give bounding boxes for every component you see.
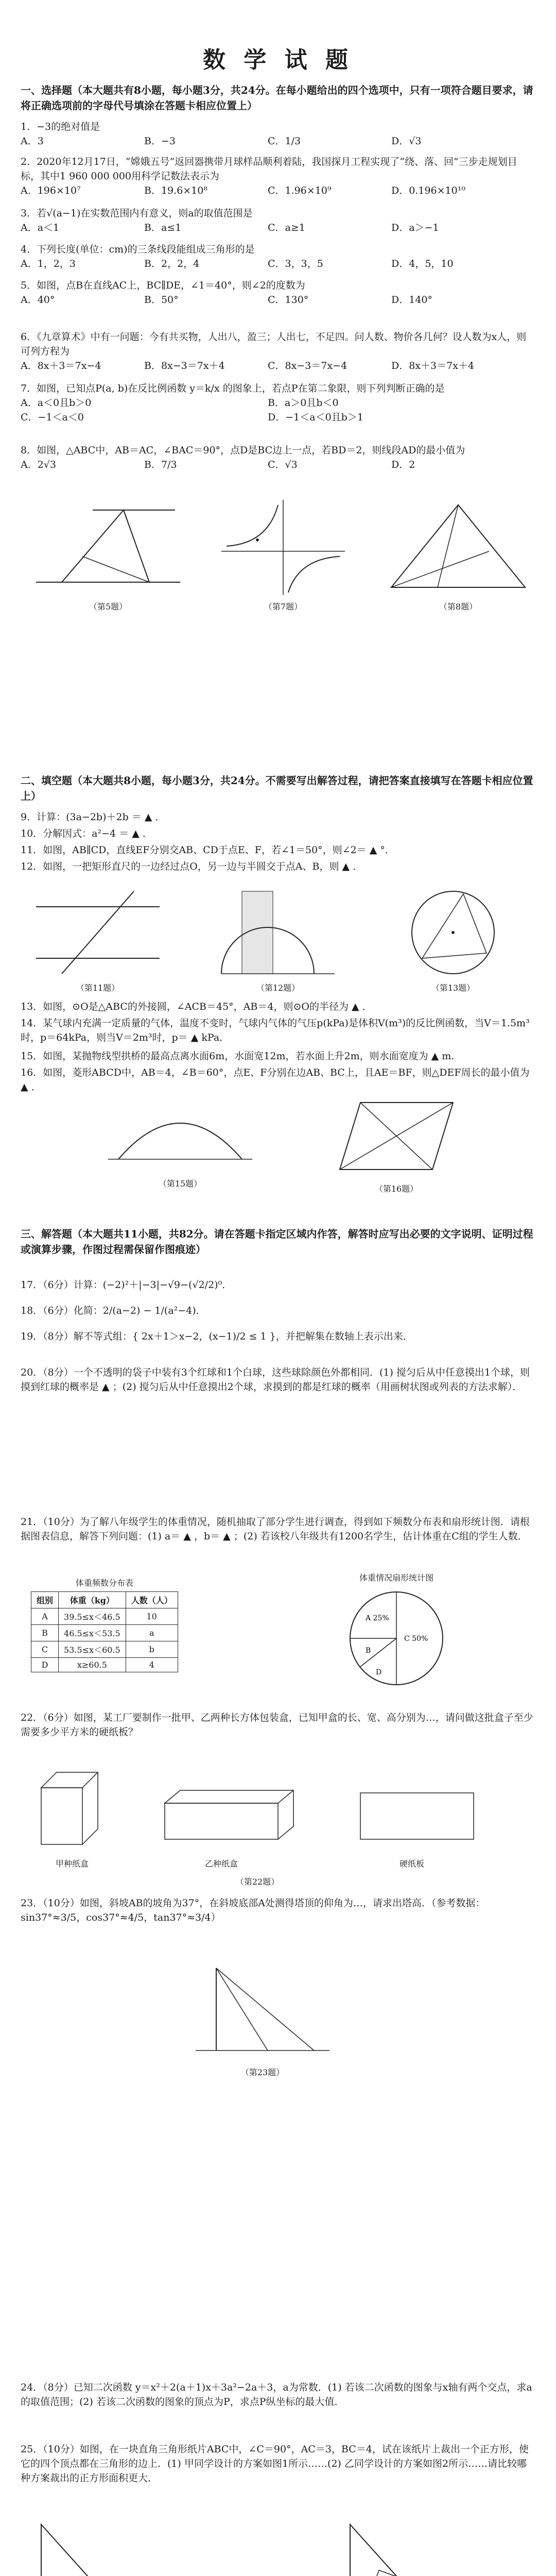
figure-22	[31, 1762, 525, 1855]
question-3	[21, 206, 535, 235]
question-2	[21, 155, 535, 198]
solve-24: 24．（8分）已知二次函数 y＝x²＋2(a＋1)x＋3a²−2a＋3，a为常数．(1) 若该二次函数的图象与x轴有两个交点，求a的取值范围；(2) 若该二次函数的图象的顶点为P，求点P纵坐标的最大值．	[21, 2382, 532, 2408]
box-label-a: 甲种纸盒	[55, 1859, 89, 1869]
question-6	[21, 330, 535, 373]
weight-frequency-table	[31, 1591, 178, 1672]
q7-option-c: C．−1＜a＜0	[21, 412, 84, 423]
figure-12	[211, 886, 345, 979]
q3-stem: 3．若√(a−1)在实数范围内有意义，则a的取值范围是	[21, 208, 253, 219]
q3-option-a: A．a＜1	[21, 222, 60, 233]
table-cell: 39.5≤x＜46.5	[59, 1608, 126, 1625]
q7-option-b: B．a＞0且b＜0	[268, 397, 339, 409]
q8-option-b: B．7/3	[144, 459, 177, 470]
page-title: 数 学 试 题	[203, 47, 353, 73]
section-1-heading: 一、选择题（本大题共有8小题，每小题3分，共24分。在每小题给出的四个选项中，只有一项符合题目要求，请将正确选项前的字母代号填涂在答题卡相应位置上）	[21, 84, 533, 112]
table-row	[31, 1658, 178, 1672]
figure-7	[216, 495, 350, 598]
q6-option-c: C．8x−3＝7x−4	[268, 360, 348, 371]
q3-option-b: B．a≤1	[144, 222, 182, 233]
figure-25-top	[31, 2514, 525, 2576]
solve-20: 20．（8分）一个不透明的袋子中装有3个红球和1个白球，这些球除颜色外都相同．(1) 搅匀后从中任意摸出1个球，则摸到红球的概率是 ▲ ；(2) 搅匀后从中任意摸出2个球，求摸到的都是红球的概率（用画树状图或列表的方法求解）．	[21, 1367, 530, 1393]
q5-option-b: B．50°	[144, 294, 179, 306]
figure-13-caption: （第13题）	[431, 983, 475, 993]
fill-10: 10．分解因式：a²−4 ＝ ▲ ．	[21, 828, 152, 839]
q4-stem: 4．下列长度(单位：cm)的三条线段能组成三角形的是	[21, 244, 255, 255]
q2-option-c: C．1.96×10⁹	[268, 185, 332, 196]
q1-option-b: B．−3	[144, 135, 176, 147]
figure-23-caption: （第23题）	[240, 2067, 285, 2077]
fill-16: 16．如图，菱形ABCD中，AB＝4，∠B＝60°，点E、F分别在边AB、BC上，且AE＝BF，则△DEF周长的最小值为 ▲ ．	[21, 1067, 530, 1093]
q4-option-b: B．2，2，4	[144, 258, 200, 269]
fill-11: 11．如图，AB∥CD，直线EF分别交AB、CD于点E、F，若∠1＝50°，则∠2＝ ▲ °．	[21, 844, 395, 856]
table-cell: a	[126, 1625, 178, 1641]
q4-option-c: C．3，3，5	[268, 258, 323, 269]
solve-22: 22．（6分）如图，某工厂要制作一批甲、乙两种长方体包装盒，已知甲盒的长、宽、高分别为…，请问做这批盒子至少需要多少平方米的硬纸板？	[21, 1712, 533, 1738]
table-cell: D	[31, 1658, 59, 1672]
figure-11-caption: （第11题）	[76, 983, 120, 993]
fill-13: 13．如图，⊙O是△ABC的外接圆，∠ACB＝45°，AB＝4，则⊙O的半径为 ▲ ．	[21, 1001, 372, 1012]
figure-7-caption: （第7题）	[264, 602, 303, 612]
q8-option-a: A．2√3	[21, 459, 57, 470]
q1-option-d: D．√3	[391, 135, 422, 147]
box-label-c: 硬纸板	[399, 1859, 424, 1869]
figure-16	[319, 1092, 474, 1180]
solve-23: 23．（10分）如图，斜坡AB的坡角为37°，在斜坡底部A处测得塔顶的仰角为…，请求出塔高．（参考数据：sin37°≈3/5，cos37°≈4/5，tan37°≈3/4）	[21, 1897, 485, 1923]
q5-option-c: C．130°	[268, 294, 309, 306]
table-cell: x≥60.5	[59, 1658, 126, 1672]
section-3-heading: 三、解答题（本大题共11小题，共82分。请在答题卡指定区域内作答，解答时应写出必要的文字说明、证明过程或演算步骤，作图过程需保留作图痕迹）	[21, 1228, 533, 1256]
q8-option-c: C．√3	[268, 459, 298, 470]
figure-23	[185, 1958, 340, 2061]
question-5	[21, 278, 535, 307]
pie-label-a: A 25%	[366, 1614, 389, 1622]
figure-11	[31, 886, 165, 979]
q7-option-d: D．−1＜a＜0且b＞1	[268, 412, 363, 423]
figure-16-caption: （第16题）	[374, 1184, 419, 1194]
q6-option-b: B．8x−3＝7x＋4	[144, 360, 225, 371]
q5-stem: 5．如图，点B在直线AC上，BC∥DE，∠1＝40°，则∠2的度数为	[21, 280, 305, 291]
pie-label-b: B	[366, 1647, 371, 1655]
question-7	[21, 381, 535, 425]
q1-stem: 1．−3的绝对值是	[21, 121, 100, 132]
table-cell: B	[31, 1625, 59, 1641]
figure-8-caption: （第8题）	[439, 602, 478, 612]
pie-chart-21	[345, 1587, 448, 1690]
q8-option-d: D．2	[391, 459, 415, 470]
figure-13	[396, 886, 510, 979]
figure-12-caption: （第12题）	[256, 983, 300, 993]
table-row	[31, 1641, 178, 1658]
table-cell: 46.5≤x＜53.5	[59, 1625, 126, 1641]
solve-19: 19．（8分）解不等式组：{ 2x＋1＞x−2，(x−1)/2 ≤ 1 }，并把解集在数轴上表示出来．	[21, 1331, 413, 1342]
table-21-wrap	[31, 1577, 178, 1672]
pie-label-d: D	[376, 1668, 382, 1676]
fill-9: 9．计算：(3a−2b)＋2b ＝ ▲ ．	[21, 811, 165, 823]
solve-17: 17．（6分）计算：(−2)²＋|−3|−√9−(√2/2)⁰．	[21, 1279, 232, 1291]
q2-stem: 2．2020年12月17日，“嫦娥五号”返回器携带月球样品顺利着陆，我国探月工程实现了“绕、落、回”三步走规划目标，其中1 960 000 000用科学记数法表示为	[21, 156, 517, 182]
q6-option-a: A．8x＋3＝7x−4	[21, 360, 101, 371]
q5-option-d: D．140°	[391, 294, 432, 306]
table-row	[31, 1625, 178, 1641]
q6-option-d: D．8x＋3＝7x＋4	[391, 360, 475, 371]
table-21-caption: 体重频数分布表	[75, 1578, 133, 1588]
q4-option-d: D．4，5，10	[391, 258, 454, 269]
fill-15: 15．如图，某抛物线型拱桥的最高点离水面6m，水面宽12m，若水面上升2m，则水面宽度为 ▲ m．	[21, 1050, 461, 1062]
q3-option-d: D．a＞−1	[391, 222, 439, 233]
q2-option-b: B．19.6×10⁸	[144, 185, 207, 196]
table-row	[31, 1608, 178, 1625]
table-cell: 53.5≤x＜60.5	[59, 1641, 126, 1658]
q7-stem: 7．如图，已知点P(a, b)在反比例函数 y＝k/x 的图象上，若点P在第二象限，则下列判断正确的是	[21, 383, 445, 394]
q2-option-d: D．0.196×10¹⁰	[391, 185, 465, 196]
q2-option-a: A．196×10⁷	[21, 185, 81, 196]
figure-5	[31, 495, 185, 598]
question-8	[21, 443, 535, 472]
table-cell: b	[126, 1641, 178, 1658]
solve-18: 18．（6分）化简：2/(a−2) − 1/(a²−4)．	[21, 1305, 206, 1316]
figure-15-caption: （第15题）	[158, 1179, 202, 1189]
figure-22-caption: （第22题）	[235, 1877, 280, 1887]
q5-option-a: A．40°	[21, 294, 55, 306]
figure-5-caption: （第5题）	[89, 602, 128, 612]
question-1	[21, 120, 535, 148]
figure-15	[103, 1097, 257, 1175]
table-cell: C	[31, 1641, 59, 1658]
pie-21-caption: 体重情况扇形统计图	[359, 1573, 433, 1583]
table-cell: 4	[126, 1658, 178, 1672]
q4-option-a: A．1，2，3	[21, 258, 76, 269]
q8-stem: 8．如图，△ABC中，AB＝AC，∠BAC＝90°，点D是BC边上一点，若BD＝2，则线段AD的最小值为	[21, 445, 465, 456]
table-cell: A	[31, 1608, 59, 1625]
section-2-heading: 二、填空题（本大题共8小题，每小题3分，共24分。不需要写出解答过程，请把答案直接填写在答题卡相应位置上）	[21, 774, 533, 802]
table-cell: 10	[126, 1608, 178, 1625]
figure-8	[381, 495, 535, 598]
table-header: 体重（kg）	[59, 1592, 126, 1608]
question-4	[21, 242, 535, 271]
fill-12: 12．如图，一把矩形直尺的一边经过点O，另一边与半圆交于点A、B，则 ▲ ．	[21, 861, 363, 872]
table-header: 人数（人）	[126, 1592, 178, 1608]
q6-stem: 6．《九章算术》中有一问题：今有共买物，人出八，盈三；人出七，不足四。问人数、物价各几何？设人数为x人，则可列方程为	[21, 331, 527, 357]
q1-option-a: A．3	[21, 135, 44, 147]
q7-option-a: A．a＜0且b＞0	[21, 397, 92, 409]
box-label-b: 乙种纸盒	[204, 1859, 238, 1869]
solve-25: 25．（10分）如图，在一块直角三角形纸片ABC中，∠C＝90°，AC＝3，BC＝4，试在该纸片上裁出一个正方形，使它的四个顶点都在三角形的边上．(1) 甲同学设计的方案如图1所示……(2) 乙同学设计的方案如图2所示……请比较哪种方案裁出的正方形面积更大．	[21, 2444, 529, 2484]
solve-21: 21．（10分）为了解八年级学生的体重情况，随机抽取了部分学生进行调查，得到如下频数分布表和扇形统计图．请根据图表信息，解答下列问题：(1) a＝ ▲ ，b＝ ▲ ；(2) 若该校八年级共有1200名学生，估计体重在C组的学生人数．	[21, 1516, 530, 1542]
q1-option-c: C．1/3	[268, 135, 301, 147]
table-header: 组别	[31, 1592, 59, 1608]
pie-label-c: C 50%	[404, 1635, 428, 1643]
fill-14: 14．某气球内充满一定质量的气体，温度不变时，气球内气体的气压p(kPa)是体积V(m³)的反比例函数，当V＝1.5m³时，p＝64kPa，则当V＝2m³时，p＝ ▲ kPa．	[21, 1018, 530, 1043]
q3-option-c: C．a≥1	[268, 222, 305, 233]
